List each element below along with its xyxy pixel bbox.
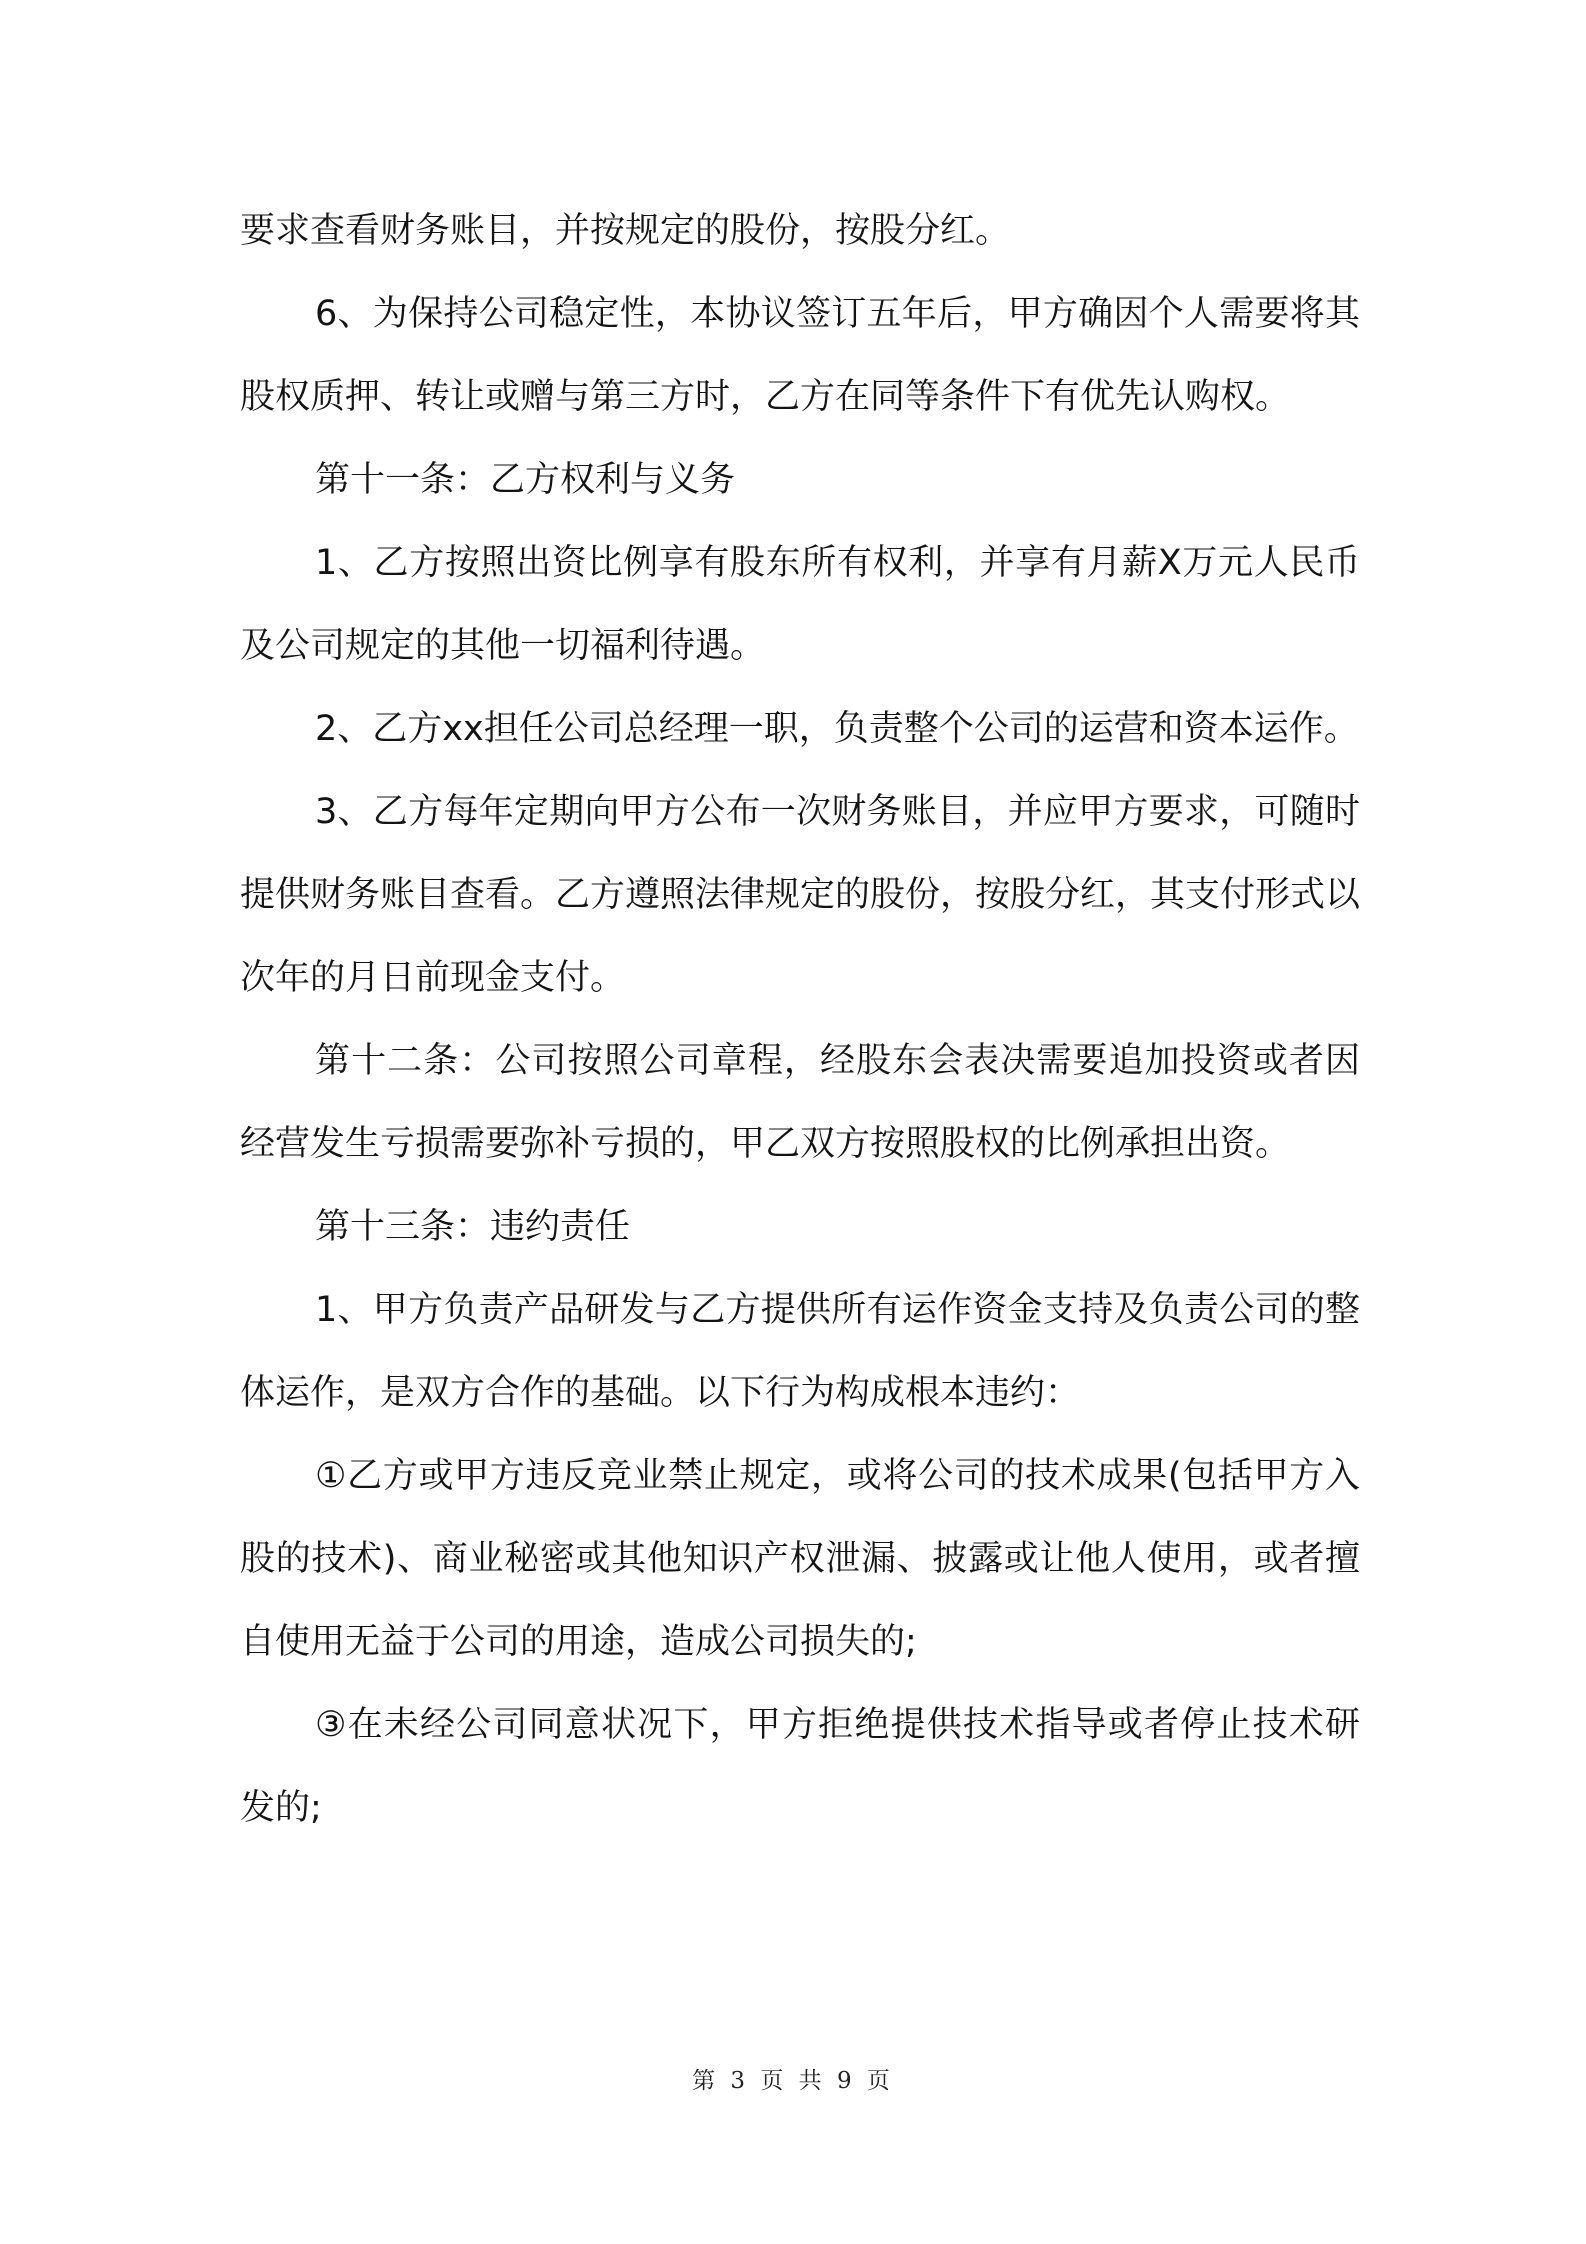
paragraph: 要求查看财务账目，并按规定的股份，按股分红。 bbox=[240, 211, 1011, 251]
paragraph: 6、为保持公司稳定性，本协议签订五年后，甲方确因个人需要将其股权质押、转让或赠与第三方时，乙方在同等条件下有优先认购权。 bbox=[240, 294, 1360, 417]
paragraph: ①乙方或甲方违反竞业禁止规定，或将公司的技术成果(包括甲方入股的技术)、商业秘密或其他知识产权泄漏、披露或让他人使用，或者擅自使用无益于公司的用途，造成公司损失的; bbox=[240, 1456, 1360, 1662]
paragraph: ③在未经公司同意状况下，甲方拒绝提供技术指导或者停止技术研发的; bbox=[240, 1705, 1360, 1828]
paragraph: 1、乙方按照出资比例享有股东所有权利，并享有月薪X万元人民币及公司规定的其他一切福利待遇。 bbox=[240, 543, 1360, 666]
document-body bbox=[240, 190, 1360, 1850]
paragraph: 第十二条：公司按照公司章程，经股东会表决需要追加投资或者因经营发生亏损需要弥补亏损的，甲乙双方按照股权的比例承担出资。 bbox=[240, 1041, 1360, 1164]
page-number-footer: 第 3 页 共 9 页 bbox=[692, 2068, 894, 2094]
article-heading: 第十一条：乙方权利与义务 bbox=[315, 460, 736, 500]
paragraph: 2、乙方xx担任公司总经理一职，负责整个公司的运营和资本运作。 bbox=[315, 709, 1359, 749]
paragraph: 3、乙方每年定期向甲方公布一次财务账目，并应甲方要求，可随时提供财务账目查看。乙方遵照法律规定的股份，按股分红，其支付形式以次年的月日前现金支付。 bbox=[240, 792, 1361, 998]
paragraph: 1、甲方负责产品研发与乙方提供所有运作资金支持及负责公司的整体运作，是双方合作的基础。以下行为构成根本违约： bbox=[240, 1290, 1360, 1413]
article-heading: 第十三条：违约责任 bbox=[315, 1207, 631, 1247]
